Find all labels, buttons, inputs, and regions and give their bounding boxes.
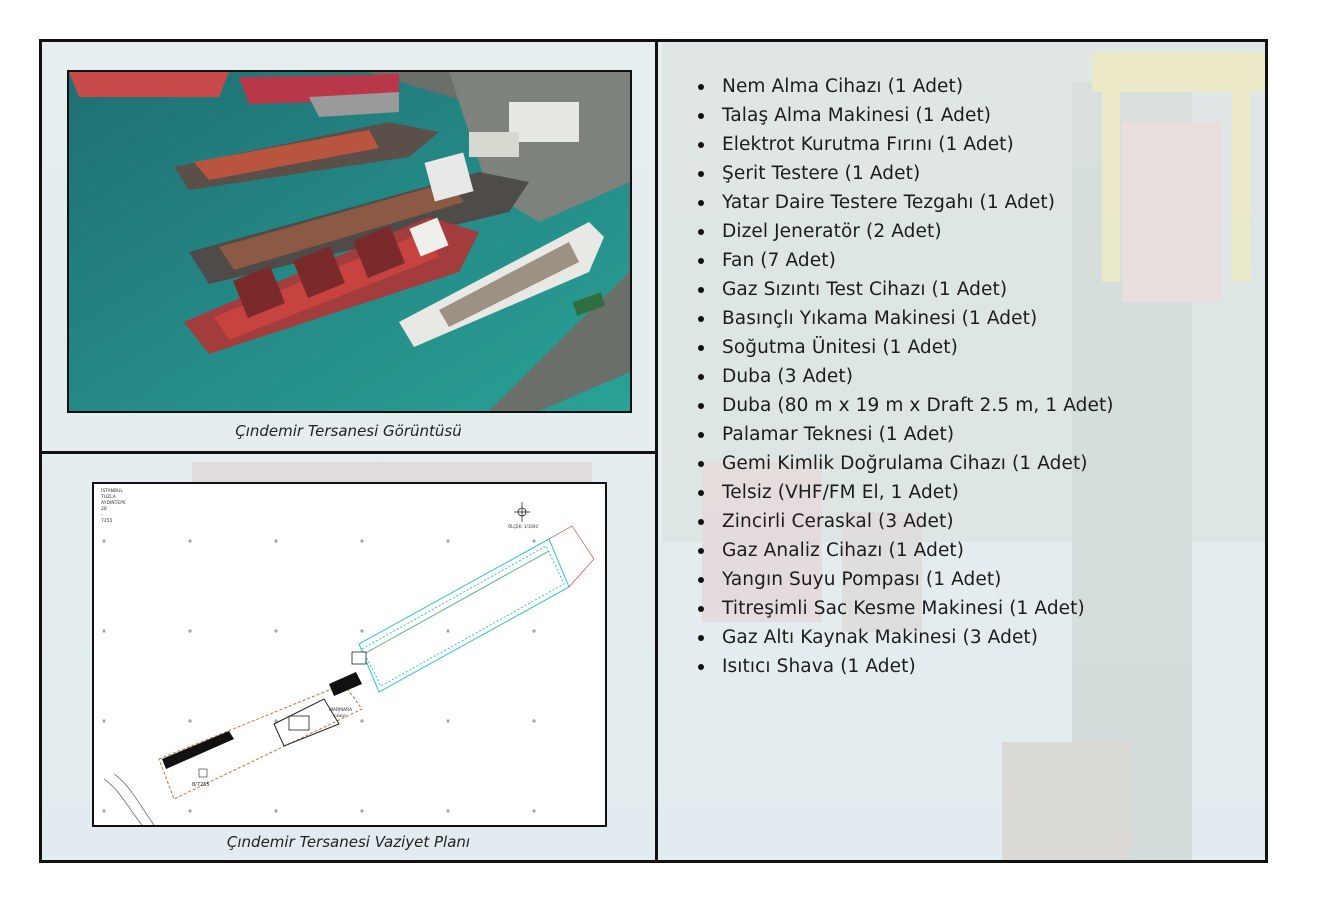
svg-text:28: 28: [101, 507, 107, 512]
shipyard-aerial-photo: [67, 70, 632, 413]
equipment-item: Palamar Teknesi (1 Adet): [682, 420, 1114, 449]
equipment-item: Duba (3 Adet): [682, 362, 1114, 391]
plan-sea-label: MARMARA: [329, 708, 353, 713]
equipment-item: Gaz Analiz Cihazı (1 Adet): [682, 536, 1114, 565]
equipment-item: Gaz Altı Kaynak Makinesi (3 Adet): [682, 623, 1114, 652]
equipment-item: Fan (7 Adet): [682, 246, 1114, 275]
site-plan-drawing: [92, 482, 607, 827]
equipment-item: Elektrot Kurutma Fırını (1 Adet): [682, 130, 1114, 159]
svg-text:7255: 7255: [101, 519, 113, 524]
equipment-item: Şerit Testere (1 Adet): [682, 159, 1114, 188]
equipment-item: Titreşimli Sac Kesme Makinesi (1 Adet): [682, 594, 1114, 623]
equipment-item: Telsiz (VHF/FM El, 1 Adet): [682, 478, 1114, 507]
plan-header-text: [100, 487, 126, 524]
document-frame: [39, 39, 1268, 863]
equipment-list: [682, 72, 1114, 681]
equipment-item: Gemi Kimlik Doğrulama Cihazı (1 Adet): [682, 449, 1114, 478]
photo-caption: Çındemir Tersanesi Görüntüsü: [235, 422, 462, 440]
plan-sea-sublabel: DENİZİ: [334, 714, 346, 718]
equipment-item: Basınçlı Yıkama Makinesi (1 Adet): [682, 304, 1114, 333]
svg-text:İSTANBUL: İSTANBUL: [101, 489, 123, 494]
svg-text:-: -: [101, 513, 103, 518]
svg-text:TUZLA: TUZLA: [101, 495, 116, 500]
plan-scale: ÖLÇEK: 1/1000: [508, 524, 539, 529]
equipment-item: Isıtıcı Shava (1 Adet): [682, 652, 1114, 681]
equipment-item: Nem Alma Cihazı (1 Adet): [682, 72, 1114, 101]
equipment-item: Talaş Alma Makinesi (1 Adet): [682, 101, 1114, 130]
horizontal-divider: [42, 451, 658, 454]
plan-caption: Çındemir Tersanesi Vaziyet Planı: [226, 833, 471, 851]
equipment-item: Yatar Daire Testere Tezgahı (1 Adet): [682, 188, 1114, 217]
north-arrow-icon: [514, 502, 530, 522]
equipment-item: Gaz Sızıntı Test Cihazı (1 Adet): [682, 275, 1114, 304]
svg-text:AYDINTEPE: AYDINTEPE: [101, 501, 126, 506]
equipment-item: Soğutma Ünitesi (1 Adet): [682, 333, 1114, 362]
plan-parcel-label: 8/7255: [192, 782, 210, 788]
equipment-item: Duba (80 m x 19 m x Draft 2.5 m, 1 Adet): [682, 391, 1114, 420]
equipment-item: Yangın Suyu Pompası (1 Adet): [682, 565, 1114, 594]
equipment-item: Zincirli Ceraskal (3 Adet): [682, 507, 1114, 536]
equipment-item: Dizel Jeneratör (2 Adet): [682, 217, 1114, 246]
